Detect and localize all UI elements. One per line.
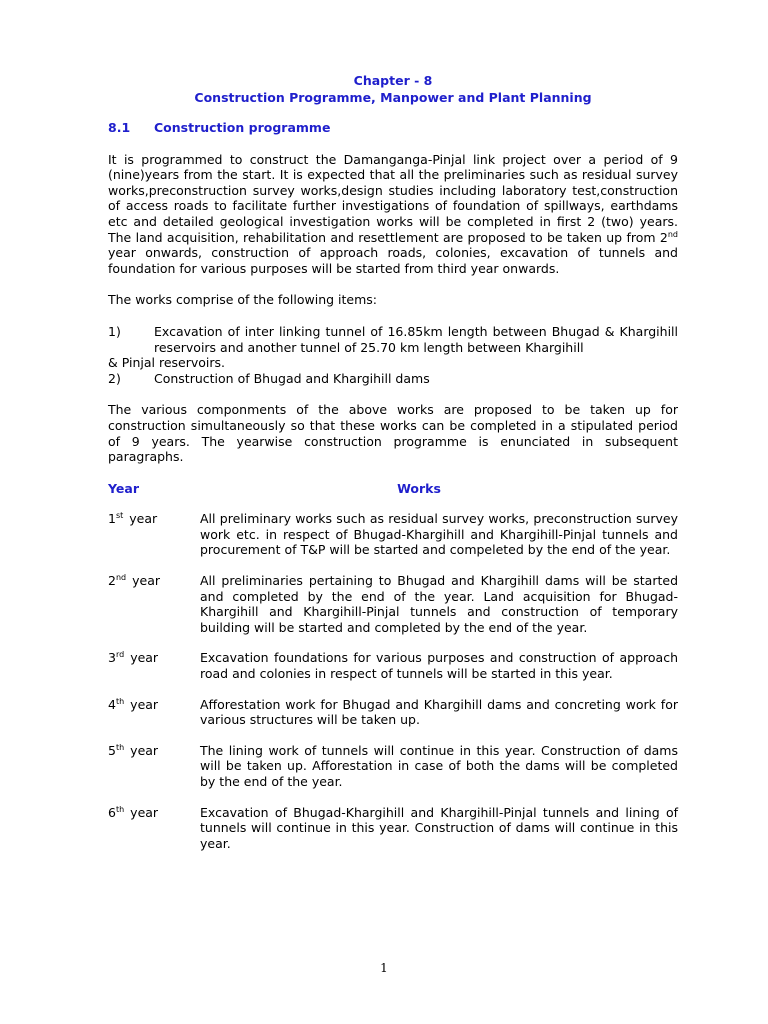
components-paragraph: The various componments of the above works are proposed to be taken up for construction simultaneously so that these works can be completed in a stipulated period of 9 years. The yearwise construction programme is enunciated in subsequent paragraphs. <box>108 402 678 465</box>
year-word: year <box>129 511 158 527</box>
year-superscript: st <box>115 511 124 521</box>
year-superscript: nd <box>115 573 127 583</box>
list-item-text: Construction of Bhugad and Khargihill dams <box>154 370 430 386</box>
list-item-continuation: & Pinjal reservoirs. <box>108 355 225 371</box>
year-label <box>108 805 200 852</box>
year-label <box>108 573 200 635</box>
year-superscript: rd <box>115 650 125 660</box>
year-works-text: The lining work of tunnels will continue in this year. Construction of dams will be taken up. Afforestation in case of both the dams will be completed by the end of the year. <box>200 742 678 789</box>
intro-superscript: nd <box>667 229 678 239</box>
table-row <box>108 805 678 852</box>
intro-paragraph <box>108 152 678 277</box>
section-title: Construction programme <box>154 120 331 135</box>
year-table <box>108 511 678 851</box>
year-label <box>108 650 200 681</box>
intro-text-part2: year onwards, construction of approach roads, colonies, excavation of tunnels and foundation for various purposes will be started from third year onwards. <box>108 245 678 276</box>
year-works-text: Afforestation work for Bhugad and Khargihill dams and concreting work for various structures will be taken up. <box>200 696 678 728</box>
table-row <box>108 573 678 635</box>
year-superscript: th <box>115 804 125 814</box>
list-item <box>108 371 678 387</box>
year-label <box>108 511 200 558</box>
page-number: 1 <box>380 961 388 975</box>
year-number: 4 <box>108 696 116 712</box>
year-number: 3 <box>108 650 116 666</box>
table-row <box>108 697 678 728</box>
year-word: year <box>130 696 159 712</box>
table-row <box>108 650 678 681</box>
table-row <box>108 743 678 790</box>
year-works-text: Excavation foundations for various purposes and construction of approach road and colonies in respect of tunnels will be started in this year. <box>200 650 678 682</box>
year-column-header: Year <box>108 480 139 496</box>
works-intro: The works comprise of the following items: <box>108 292 378 308</box>
year-number: 1 <box>108 511 116 527</box>
year-works-text: All preliminary works such as residual survey works, preconstruction survey work etc. in respect of Bhugad-Khargihill and Khargihill-Pinjal tunnels and procurement of T&P will be started and compeleted by the end of the year. <box>200 511 678 558</box>
intro-text-part1: It is programmed to construct the Damanganga-Pinjal link project over a period of 9 (nine)years from the start. It is expected that all the preliminaries such as residual survey works,preconstruction survey works,design studies including laboratory test,construction of access roads to facilitate further investigations of foundation of spillways, earthdams etc and detailed geological investigation works will be completed in first 2 (two) years. The land acquisition, rehabilitation and resettlement are proposed to be taken up from 2 <box>108 151 678 245</box>
year-works-text: All preliminaries pertaining to Bhugad and Khargihill dams will be started and completed by the end of the year. Land acquisition for Bhugad-Khargihill and Khargihill-Pinjal tunnels and construction of temporary building will be started and completed by the end of the year. <box>200 573 678 635</box>
table-row <box>108 511 678 558</box>
chapter-heading <box>108 72 678 106</box>
chapter-label: Chapter - 8 <box>353 73 433 88</box>
year-word: year <box>130 742 159 758</box>
list-item-number: 2) <box>108 370 121 386</box>
list-item-number: 1) <box>108 323 121 339</box>
year-label <box>108 697 200 728</box>
section-number: 8.1 <box>108 120 131 135</box>
year-superscript: th <box>115 696 125 706</box>
year-number: 5 <box>108 742 116 758</box>
year-number: 6 <box>108 804 116 820</box>
works-column-header: Works <box>397 480 441 496</box>
table-header <box>108 481 678 497</box>
list-item-text: Excavation of inter linking tunnel of 16.85km length between Bhugad & Khargihill reservoirs and another tunnel of 25.70 km length between Khargihill <box>154 323 678 355</box>
section-heading <box>108 120 678 136</box>
year-superscript: th <box>115 742 125 752</box>
year-number: 2 <box>108 573 116 589</box>
year-label <box>108 743 200 790</box>
list-item <box>108 324 678 355</box>
year-word: year <box>132 573 160 589</box>
document-page <box>108 72 678 851</box>
year-word: year <box>130 650 159 666</box>
year-works-text: Excavation of Bhugad-Khargihill and Khargihill-Pinjal tunnels and lining of tunnels will continue in this year. Construction of dams will continue in this year. <box>200 804 678 851</box>
works-list <box>108 324 678 386</box>
year-word: year <box>130 804 159 820</box>
chapter-title: Construction Programme, Manpower and Plant Planning <box>194 90 592 105</box>
